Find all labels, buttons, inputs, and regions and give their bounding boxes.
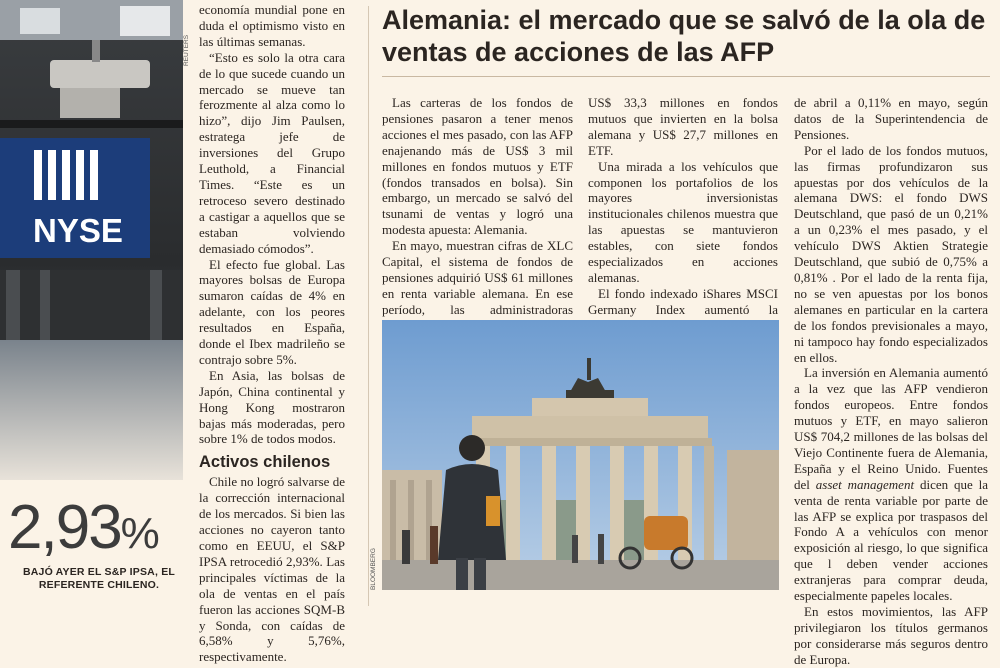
- article-paragraph: de abril a 0,11% en mayo, según datos de la Superintendencia de Pensiones.: [794, 95, 988, 142]
- photo-credit-bloomberg: BLOOMBERG: [370, 548, 377, 590]
- big-percentage: [8, 492, 190, 570]
- article-paragraph: Las carteras de los fondos de pensiones pasaron a tener menos acciones el mes pasado, con las AFP enajenando más de US$ 3 mil millones en fondos mutuos y ETF (fondos transados en bolsa). Sin embargo, un mercado se salvó del tsunami de ventas y logró una modesta apuesta: Alemania.: [382, 95, 573, 238]
- article-column-1: [382, 95, 573, 334]
- article-paragraph: [794, 365, 988, 604]
- article-text: La inversión en Alemania aumentó a la vez que las AFP vendieron fondos europeos. Entre fondos mutuos y ETF, en mayo salieron US$ 704,2 millones de las bolsas del Viejo Continente fuera de Alemania, España y el Reino Unido. Fuentes del: [794, 365, 988, 492]
- article-paragraph: US$ 33,3 millones en fondos mutuos que invierten en la bolsa alemana y US$ 27,7 millones en ETF.: [588, 95, 778, 158]
- article-paragraph: En estos movimientos, las AFP privilegiaron los títulos germanos por considerarse más seguros dentro de Europa.: [794, 604, 988, 667]
- nyse-photo: [0, 0, 183, 480]
- article-paragraph: En mayo, muestran cifras de XLC Capital, el sistema de fondos de pensiones adquirió US$ 61 millones en renta variable alemana. En ese período, las administradoras: [382, 238, 573, 317]
- article-text: dicen que la venta de renta variable por parte de las AFP se explica por traspasos del Fondo A a vehículos con menor exposición al riesgo, lo que significa que l deben vender acciones extranjeras para comprar deuda, especialmente papeles locales.: [794, 476, 989, 604]
- article-paragraph: El fondo indexado iShares MSCI Germany Index aumentó la: [588, 285, 778, 317]
- left-article-column: [199, 2, 345, 665]
- article-headline: Alemania: el mercado que se salvó de la ola de ventas de acciones de las AFP: [382, 5, 986, 67]
- article-italic-term: asset management: [815, 476, 915, 492]
- left-paragraph: El efecto fue global. Las mayores bolsas de Europa sumaron caídas de 4% en adelante, con los peores resultados en España, donde el Ibex madrileño se contrajo sobre 5%.: [199, 256, 345, 367]
- article-column-3: [794, 95, 988, 668]
- big-percentage-unit: %: [120, 509, 158, 558]
- subheading: Activos chilenos: [199, 453, 331, 472]
- big-percentage-value: 2,93: [8, 493, 121, 562]
- left-paragraph: En Asia, las bolsas de Japón, China continental y Hong Kong mostraron bajas más moderadas, pero sobre 1% de todos modos.: [199, 367, 345, 447]
- left-paragraph: “Esto es solo la otra cara de lo que sucede cuando un mercado se mueve tan ferozmente al alza como lo hizo”, dijo Jim Paulsen, estratega jefe de inversiones del Grupo Leuthold, a Financial Times. “Este es un retroceso severo destinado a castigar a aquellos que se estaban volviendo demasiado cómodos”.: [199, 49, 345, 256]
- photo-credit-reuters: REUTERS: [183, 34, 190, 66]
- article-paragraph: Por el lado de los fondos mutuos, las firmas profundizaron sus apuestas por dos vehículos de la alemana DWS: el fondo DWS Deutschland, que pasó de un 0,21% a un 0,23% el mes pasado, y el vehículo DWS Aktien Strategie Deutschland, que subió de 0,75% a 0,81% . Por el lado de la renta fija, no se ven apuestas por los bonos alemanes en particular en la cartera de los fondos previsionales a mayo, ni tampoco hay fondo especializados en ellos.: [794, 142, 988, 365]
- headline-rule: [382, 76, 990, 77]
- nyse-sign-text: NYSE: [33, 212, 123, 249]
- stat-caption: BAJÓ AYER EL S&P IPSA, EL REFERENTE CHILENO.: [22, 566, 176, 591]
- left-paragraph: economía mundial pone en duda el optimismo visto en las últimas semanas.: [199, 2, 345, 49]
- column-divider: [368, 6, 369, 606]
- left-paragraph: Chile no logró salvarse de la corrección internacional de los mercados. Si bien las acciones no cayeron tanto como en EEUU, el S&P IPSA retrocedió 2,93%. Las principales víctimas de la ola de ventas en el país fueron las acciones SQM-B y Sonda, con caídas de 6,58% y 5,76%, respectivamente.: [199, 474, 345, 665]
- brandenburg-gate-photo: [382, 320, 779, 590]
- article-paragraph: Una mirada a los vehículos que componen los portafolios de los mayores inversionistas institucionales chilenos muestra que las apuestas se mantuvieron estables, con siete fondos especializados en acciones alemanas.: [588, 158, 778, 285]
